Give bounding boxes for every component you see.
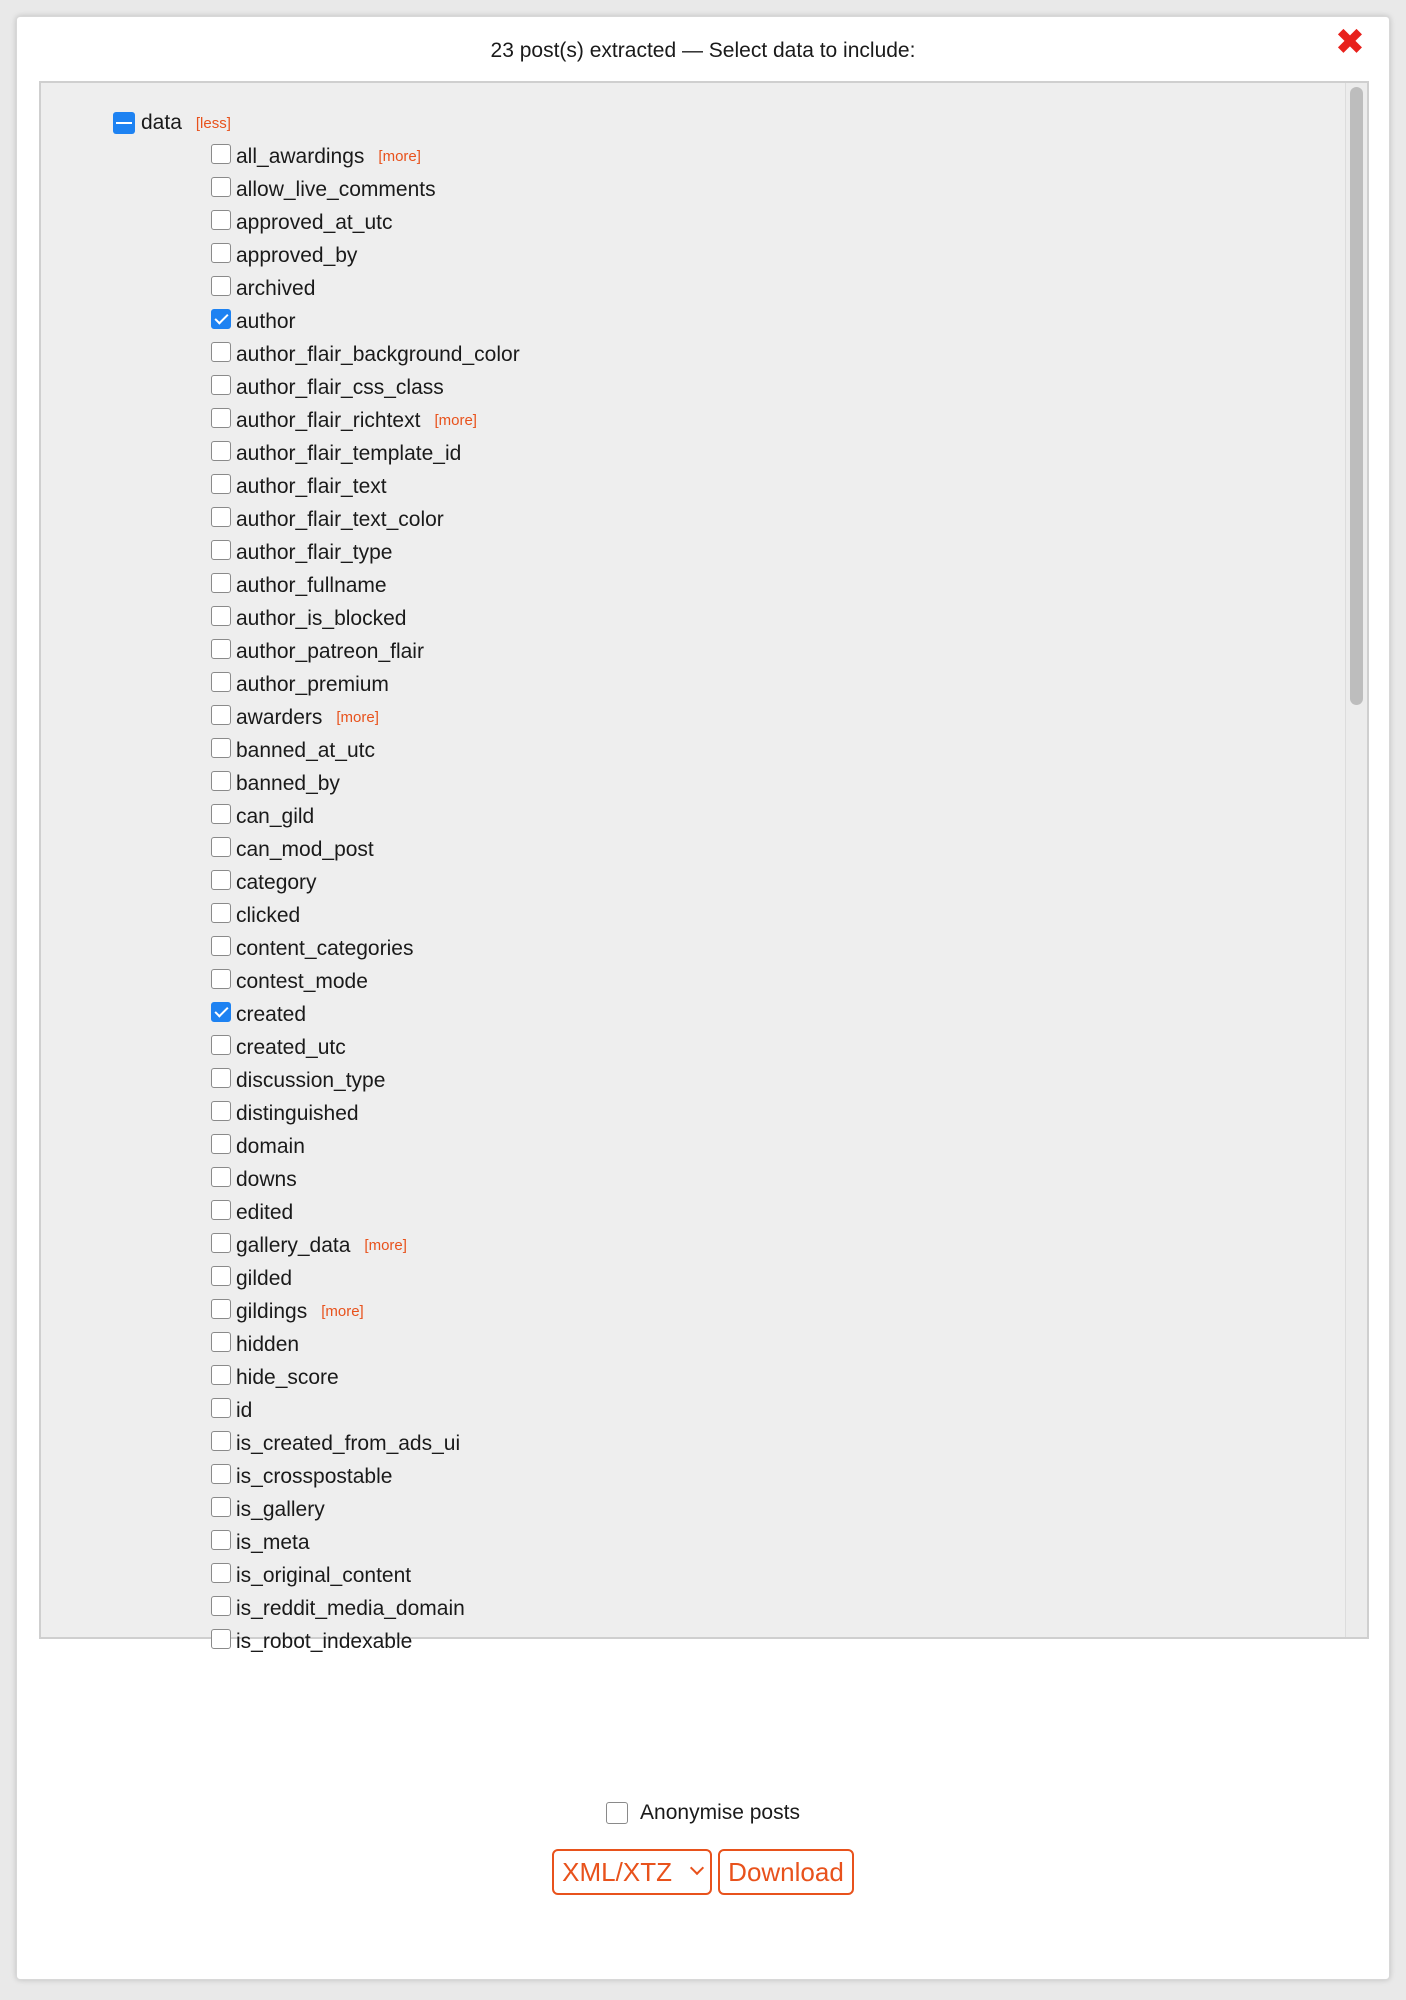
field-checkbox[interactable] — [211, 837, 231, 857]
field-label: is_crosspostable — [236, 1464, 393, 1488]
field-label: distinguished — [236, 1101, 359, 1125]
scrollbar[interactable] — [1345, 83, 1367, 1637]
field-label: gilded — [236, 1266, 293, 1290]
field-checkbox[interactable] — [211, 1563, 231, 1583]
field-label: banned_at_utc — [236, 738, 375, 762]
field-checkbox[interactable] — [211, 177, 231, 197]
more-toggle-link[interactable]: [more] — [364, 1237, 407, 1254]
field-checkbox[interactable] — [211, 738, 231, 758]
field-row[interactable] — [211, 404, 520, 437]
field-checkbox[interactable] — [211, 1398, 231, 1418]
more-toggle-link[interactable]: [more] — [378, 148, 421, 165]
field-checkbox[interactable] — [211, 573, 231, 593]
field-label: discussion_type — [236, 1068, 386, 1092]
field-list — [211, 140, 520, 1658]
field-label: author_flair_background_color — [236, 342, 520, 366]
field-label: approved_by — [236, 243, 358, 267]
field-label: all_awardings — [236, 144, 365, 168]
field-label: gallery_data — [236, 1233, 351, 1257]
field-row[interactable] — [211, 668, 520, 701]
field-row[interactable] — [211, 767, 520, 800]
field-label: is_meta — [236, 1530, 310, 1554]
field-row[interactable] — [211, 437, 520, 470]
more-toggle-link[interactable]: [more] — [434, 412, 477, 429]
field-checkbox[interactable] — [211, 1365, 231, 1385]
field-checkbox[interactable] — [211, 1530, 231, 1550]
field-label: is_original_content — [236, 1563, 412, 1587]
field-row[interactable] — [211, 272, 520, 305]
field-row[interactable] — [211, 536, 520, 569]
field-label: author — [236, 309, 296, 333]
field-label: hide_score — [236, 1365, 339, 1389]
field-label: category — [236, 870, 317, 894]
field-label: domain — [236, 1134, 305, 1158]
field-checkbox[interactable] — [211, 1332, 231, 1352]
field-row[interactable] — [211, 338, 520, 371]
field-row[interactable] — [211, 1559, 520, 1592]
field-checkbox[interactable] — [211, 210, 231, 230]
field-row[interactable] — [211, 932, 520, 965]
anonymise-label: Anonymise posts — [640, 1801, 800, 1824]
field-checkbox[interactable] — [211, 1035, 231, 1055]
field-label: allow_live_comments — [236, 177, 436, 201]
more-toggle-link[interactable]: [more] — [321, 1303, 364, 1320]
field-row[interactable] — [211, 800, 520, 833]
extract-dialog — [16, 16, 1390, 1980]
field-checkbox[interactable] — [211, 1068, 231, 1088]
field-row[interactable] — [211, 1031, 520, 1064]
field-row[interactable] — [211, 1295, 520, 1328]
anonymise-row — [17, 1797, 1389, 1829]
field-label: author_flair_richtext — [236, 408, 421, 432]
field-row[interactable] — [211, 701, 520, 734]
field-row[interactable] — [211, 1229, 520, 1262]
field-row[interactable] — [211, 1394, 520, 1427]
field-row[interactable] — [211, 965, 520, 998]
field-label: edited — [236, 1200, 294, 1224]
field-checkbox[interactable] — [211, 1101, 231, 1121]
field-label: is_reddit_media_domain — [236, 1596, 465, 1620]
field-row[interactable] — [211, 206, 520, 239]
chevron-down-icon — [690, 1861, 704, 1875]
field-row[interactable] — [211, 833, 520, 866]
field-checkbox[interactable] — [211, 507, 231, 527]
field-checkbox[interactable] — [211, 705, 231, 725]
less-toggle-link[interactable]: [less] — [195, 114, 231, 132]
field-row[interactable] — [211, 1427, 520, 1460]
field-row[interactable] — [211, 602, 520, 635]
field-checkbox[interactable] — [211, 969, 231, 989]
field-label: author_flair_css_class — [236, 375, 444, 399]
export-controls — [17, 1797, 1389, 1895]
field-checkbox[interactable] — [211, 870, 231, 890]
field-checkbox[interactable] — [211, 408, 231, 428]
close-icon[interactable]: ✖ — [1334, 21, 1366, 62]
tree-root-row — [113, 109, 231, 137]
field-label: can_mod_post — [236, 837, 374, 861]
field-checkbox[interactable] — [211, 606, 231, 626]
field-label: contest_mode — [236, 969, 368, 993]
field-row[interactable] — [211, 998, 520, 1031]
field-checkbox[interactable] — [211, 639, 231, 659]
field-row[interactable] — [211, 173, 520, 206]
download-button[interactable]: Download — [718, 1849, 854, 1895]
field-row[interactable] — [211, 1460, 520, 1493]
field-label: awarders — [236, 705, 323, 729]
field-row[interactable] — [211, 1493, 520, 1526]
field-checkbox[interactable] — [211, 1200, 231, 1220]
field-label: content_categories — [236, 936, 414, 960]
export-buttons — [17, 1849, 1389, 1895]
field-label: id — [236, 1398, 253, 1422]
field-checkbox[interactable] — [211, 276, 231, 296]
field-label: author_fullname — [236, 573, 387, 597]
field-label: is_created_from_ads_ui — [236, 1431, 461, 1455]
field-label: approved_at_utc — [236, 210, 393, 234]
field-row[interactable] — [211, 470, 520, 503]
field-checkbox[interactable] — [211, 1464, 231, 1484]
field-label: banned_by — [236, 771, 340, 795]
tree-root-label: data — [141, 111, 182, 134]
field-row[interactable] — [211, 1526, 520, 1559]
field-label: gildings — [236, 1299, 308, 1323]
field-checkbox[interactable] — [211, 1299, 231, 1319]
field-checkbox[interactable] — [211, 936, 231, 956]
more-toggle-link[interactable]: [more] — [336, 709, 379, 726]
format-select-value: XML/XTZ — [562, 1856, 672, 1887]
field-row[interactable] — [211, 1592, 520, 1625]
field-checkbox[interactable] — [211, 1134, 231, 1154]
field-checkbox[interactable] — [211, 771, 231, 791]
field-checkbox[interactable] — [211, 1233, 231, 1253]
scrollbar-thumb[interactable] — [1350, 87, 1363, 705]
field-row[interactable] — [211, 1262, 520, 1295]
field-checkbox[interactable] — [211, 1002, 231, 1022]
field-label: can_gild — [236, 804, 315, 828]
field-label: author_flair_template_id — [236, 441, 462, 465]
field-label: author_flair_text_color — [236, 507, 444, 531]
field-checkbox[interactable] — [211, 243, 231, 263]
field-row[interactable] — [211, 1163, 520, 1196]
field-label: author_flair_text — [236, 474, 387, 498]
field-row[interactable] — [211, 1196, 520, 1229]
field-label: created — [236, 1002, 307, 1026]
field-checkbox[interactable] — [211, 375, 231, 395]
field-row[interactable] — [211, 140, 520, 173]
field-checkbox[interactable] — [211, 903, 231, 923]
field-row[interactable] — [211, 899, 520, 932]
field-checkbox[interactable] — [211, 474, 231, 494]
field-row[interactable] — [211, 866, 520, 899]
field-label: author_patreon_flair — [236, 639, 424, 663]
field-checkbox[interactable] — [211, 1497, 231, 1517]
dialog-title: 23 post(s) extracted — Select data to include: — [490, 39, 916, 62]
field-checkbox[interactable] — [211, 1629, 231, 1649]
collapse-icon[interactable] — [113, 112, 135, 134]
field-row[interactable] — [211, 1130, 520, 1163]
field-checkbox[interactable] — [211, 1431, 231, 1451]
field-checkbox[interactable] — [211, 540, 231, 560]
field-label: clicked — [236, 903, 301, 927]
field-row[interactable] — [211, 1328, 520, 1361]
anonymise-checkbox[interactable] — [606, 1802, 628, 1824]
field-checkbox[interactable] — [211, 342, 231, 362]
field-checkbox[interactable] — [211, 144, 231, 164]
field-checkbox[interactable] — [211, 1266, 231, 1286]
field-checkbox[interactable] — [211, 672, 231, 692]
field-label: author_is_blocked — [236, 606, 407, 630]
field-row[interactable] — [211, 305, 520, 338]
field-row[interactable] — [211, 734, 520, 767]
field-checkbox[interactable] — [211, 804, 231, 824]
field-checkbox[interactable] — [211, 1596, 231, 1616]
field-row[interactable] — [211, 371, 520, 404]
field-row[interactable] — [211, 635, 520, 668]
field-checkbox[interactable] — [211, 309, 231, 329]
field-label: is_gallery — [236, 1497, 325, 1521]
field-label: author_flair_type — [236, 540, 393, 564]
field-row[interactable] — [211, 569, 520, 602]
field-row[interactable] — [211, 1097, 520, 1130]
field-label: author_premium — [236, 672, 389, 696]
field-label: downs — [236, 1167, 297, 1191]
field-checkbox[interactable] — [211, 441, 231, 461]
field-label: created_utc — [236, 1035, 346, 1059]
field-label: hidden — [236, 1332, 300, 1356]
field-label: archived — [236, 276, 316, 300]
field-row[interactable] — [211, 239, 520, 272]
field-row[interactable] — [211, 1064, 520, 1097]
field-row[interactable] — [211, 1361, 520, 1394]
field-row[interactable] — [211, 503, 520, 536]
field-tree-panel[interactable] — [39, 81, 1369, 1653]
format-select[interactable] — [552, 1849, 712, 1895]
field-checkbox[interactable] — [211, 1167, 231, 1187]
field-label: is_robot_indexable — [236, 1629, 413, 1653]
field-row[interactable] — [211, 1625, 520, 1658]
